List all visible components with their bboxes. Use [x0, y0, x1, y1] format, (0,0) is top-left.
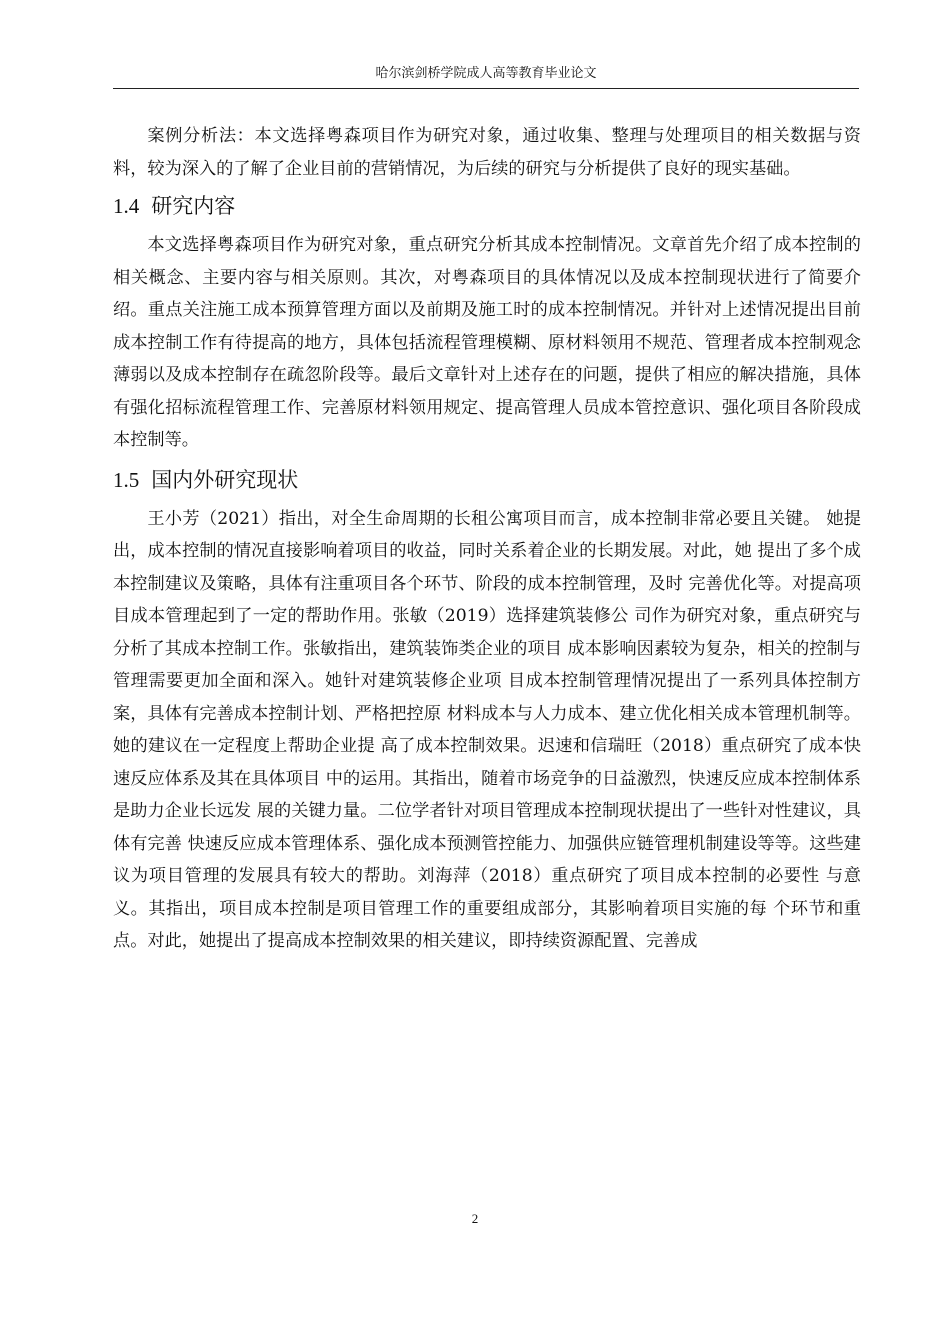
section-title: 研究内容 — [151, 194, 236, 218]
research-content-paragraph: 本文选择粤森项目作为研究对象，重点研究分析其成本控制情况。文章首先介绍了成本控制的相关概念、主要内容与相关原则。其次，对粤森项目的具体情况以及成本控制现状进行了简要介绍。重点关注施工成本预算管理方面以及前期及施工时的成本控制情况。并针对上述情况提出目前成本控制工作有待提高的地方，具体包括流程管理模糊、原材料领用不规范、管理者成本控制观念薄弱以及成本控制存在疏忽阶段等。最后文章针对上述存在的问题，提供了相应的解决措施，具体有强化招标流程管理工作、完善原材料领用规定、提高管理人员成本管控意识、强化项目各阶段成本控制等。 — [113, 235, 861, 450]
page-number: 2 — [471, 1211, 479, 1226]
document-body — [113, 120, 861, 958]
section-number: 1.4 — [113, 194, 140, 218]
section-heading-1-4 — [113, 191, 861, 221]
page-header — [113, 64, 859, 89]
research-status-paragraph: 王小芳（2021）指出，对全生命周期的长租公寓项目而言，成本控制非常必要且关键。 她提出，成本控制的情况直接影响着项目的收益，同时关系着企业的长期发展。对此，她 提出了多个成本控制建议及策略，具体有注重项目各个环节、阶段的成本控制管理，及时 完善优化等。对提高项目成本管理起到了一定的帮助作用。张敏（2019）选择建筑装修公 司作为研究对象，重点研究与分析了其成本控制工作。张敏指出，建筑装饰类企业的项目 成本影响因素较为复杂，相关的控制与管理需要更加全面和深入。她针对建筑装修企业项 目成本控制管理情况提出了一系列具体控制方案，具体有完善成本控制计划、严格把控原 材料成本与人力成本、建立优化相关成本管理机制等。她的建议在一定程度上帮助企业提 高了成本控制效果。迟速和信瑞旺（2018）重点研究了成本快速反应体系及其在具体项目 中的运用。其指出，随着市场竞争的日益激烈，快速反应成本控制体系是助力企业长远发 展的关键力量。二位学者针对项目管理成本控制现状提出了一些针对性建议，具体有完善 快速反应成本管理体系、强化成本预测管控能力、加强供应链管理机制建设等等。这些建 议为项目管理的发展具有较大的帮助。刘海萍（2018）重点研究了项目成本控制的必要性 与意义。其指出，项目成本控制是项目管理工作的重要组成部分，其影响着项目实施的每 个环节和重点。对此，她提出了提高成本控制效果的相关建议，即持续资源配置、完善成 — [113, 508, 861, 951]
section-number: 1.5 — [113, 467, 140, 492]
header-title: 哈尔滨剑桥学院成人高等教育毕业论文 — [375, 66, 597, 81]
section-heading-1-5 — [113, 465, 861, 495]
intro-paragraph: 案例分析法：本文选择粤森项目作为研究对象，通过收集、整理与处理项目的相关数据与资料，较为深入的了解了企业目前的营销情况，为后续的研究与分析提供了良好的现实基础。 — [113, 126, 861, 179]
section-title: 国内外研究现状 — [151, 467, 299, 492]
